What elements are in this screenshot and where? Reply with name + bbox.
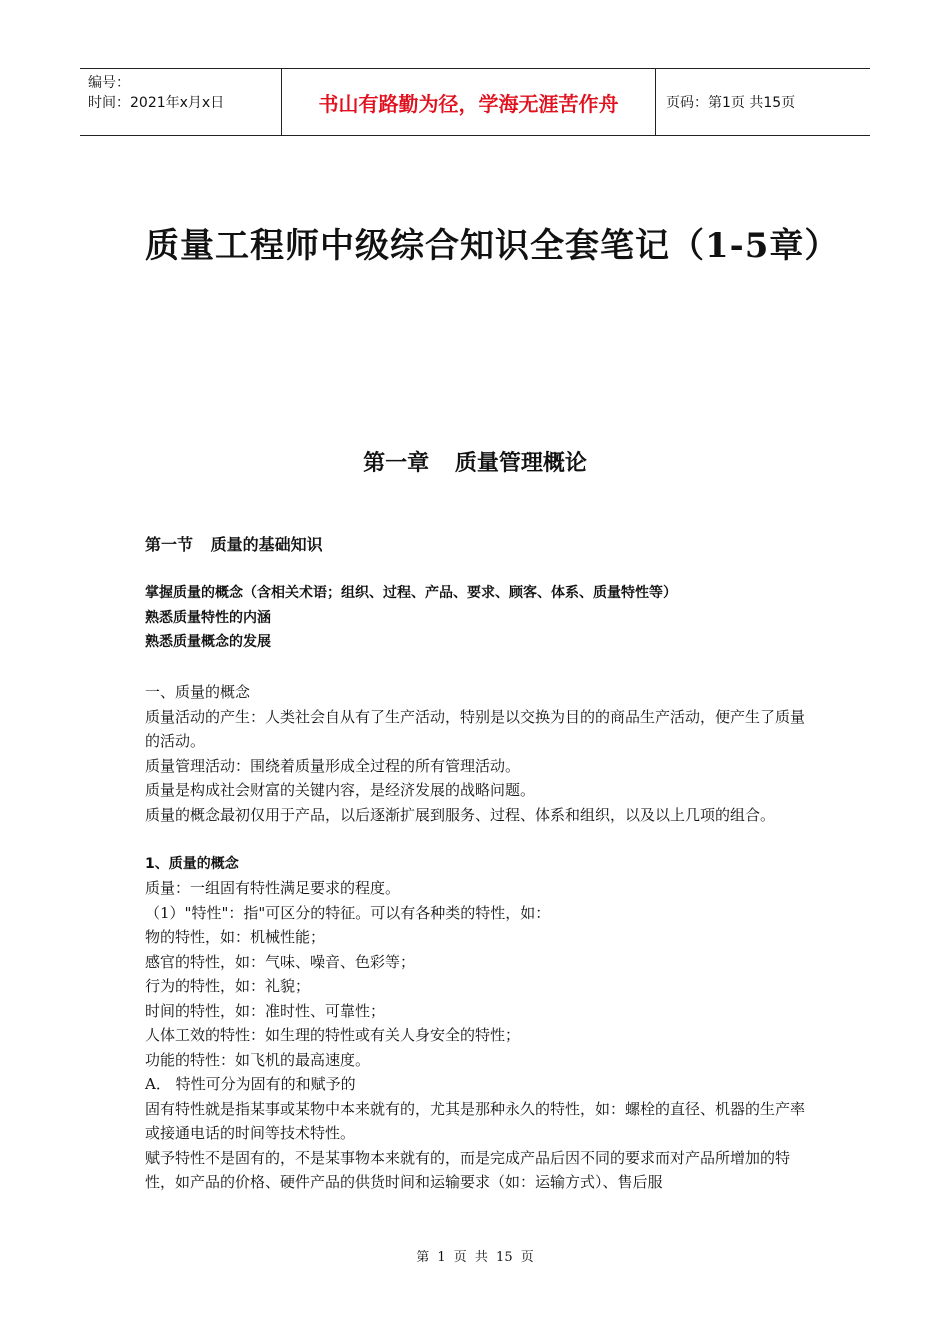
page-footer: 第 1 页 共 15 页	[416, 1250, 534, 1265]
paragraph: 固有特性就是指某事或某物中本来就有的，尤其是那种永久的特性，如：螺栓的直径、机器的生产率或接通电话的时间等技术特性。	[145, 1099, 806, 1142]
paragraph: 行为的特性，如：礼貌；	[145, 977, 311, 995]
header-meta	[80, 69, 282, 135]
paragraph: 赋予特性不是固有的，不是某事物本来就有的，而是完成产品后因不同的要求而对产品所增加的特性，如产品的价格、硬件产品的供货时间和运输要求（如：运输方式）、售后服	[145, 1148, 791, 1191]
page-header	[80, 68, 870, 136]
learning-goals	[145, 581, 815, 655]
paragraph: 质量的概念最初仅用于产品，以后逐渐扩展到服务、过程、体系和组织，以及以上几项的组合。	[145, 805, 776, 824]
document-number-label: 编号：	[88, 75, 130, 91]
paragraph: A． 特性可分为固有的和赋予的	[145, 1075, 356, 1093]
paragraph: 物的特性，如：机械性能；	[145, 928, 326, 946]
section-heading: 第一节 质量的基础知识	[145, 535, 323, 554]
body-text	[145, 680, 810, 1195]
paragraph: 功能的特性：如飞机的最高速度。	[145, 1050, 371, 1069]
header-page-info: 页码：第1页 共15页	[666, 95, 796, 111]
header-motto: 书山有路勤为径，学海无涯苦作舟	[282, 69, 656, 135]
paragraph: 质量是构成社会财富的关键内容，是经济发展的战略问题。	[145, 781, 536, 799]
intro-heading: 一、质量的概念	[145, 683, 251, 701]
concept-heading: 1、质量的概念	[145, 855, 239, 872]
chapter-heading: 第一章 质量管理概论	[363, 451, 587, 476]
goal-item: 熟悉质量概念的发展	[145, 634, 271, 650]
paragraph: 质量活动的产生：人类社会自从有了生产活动，特别是以交换为目的的商品生产活动，便产生了质量的活动。	[145, 707, 806, 750]
paragraph: （1）"特性"：指"可区分的特征。可以有各种类的特性，如：	[145, 903, 551, 922]
paragraph: 质量管理活动：围绕着质量形成全过程的所有管理活动。	[145, 756, 521, 775]
paragraph: 时间的特性，如：准时性、可靠性；	[145, 1001, 386, 1020]
goal-item: 掌握质量的概念（含相关术语；组织、过程、产品、要求、顾客、体系、质量特性等）	[145, 585, 677, 601]
paragraph: 人体工效的特性：如生理的特性或有关人身安全的特性；	[145, 1026, 521, 1044]
paragraph: 感官的特性，如：气味、噪音、色彩等；	[145, 952, 416, 971]
paragraph: 质量：一组固有特性满足要求的程度。	[145, 879, 401, 897]
goal-item: 熟悉质量特性的内涵	[145, 609, 271, 626]
document-title: 质量工程师中级综合知识全套笔记（1-5章）	[145, 226, 840, 266]
spacer	[145, 827, 810, 852]
document-time-label: 时间：2021年x月x日	[88, 95, 225, 111]
